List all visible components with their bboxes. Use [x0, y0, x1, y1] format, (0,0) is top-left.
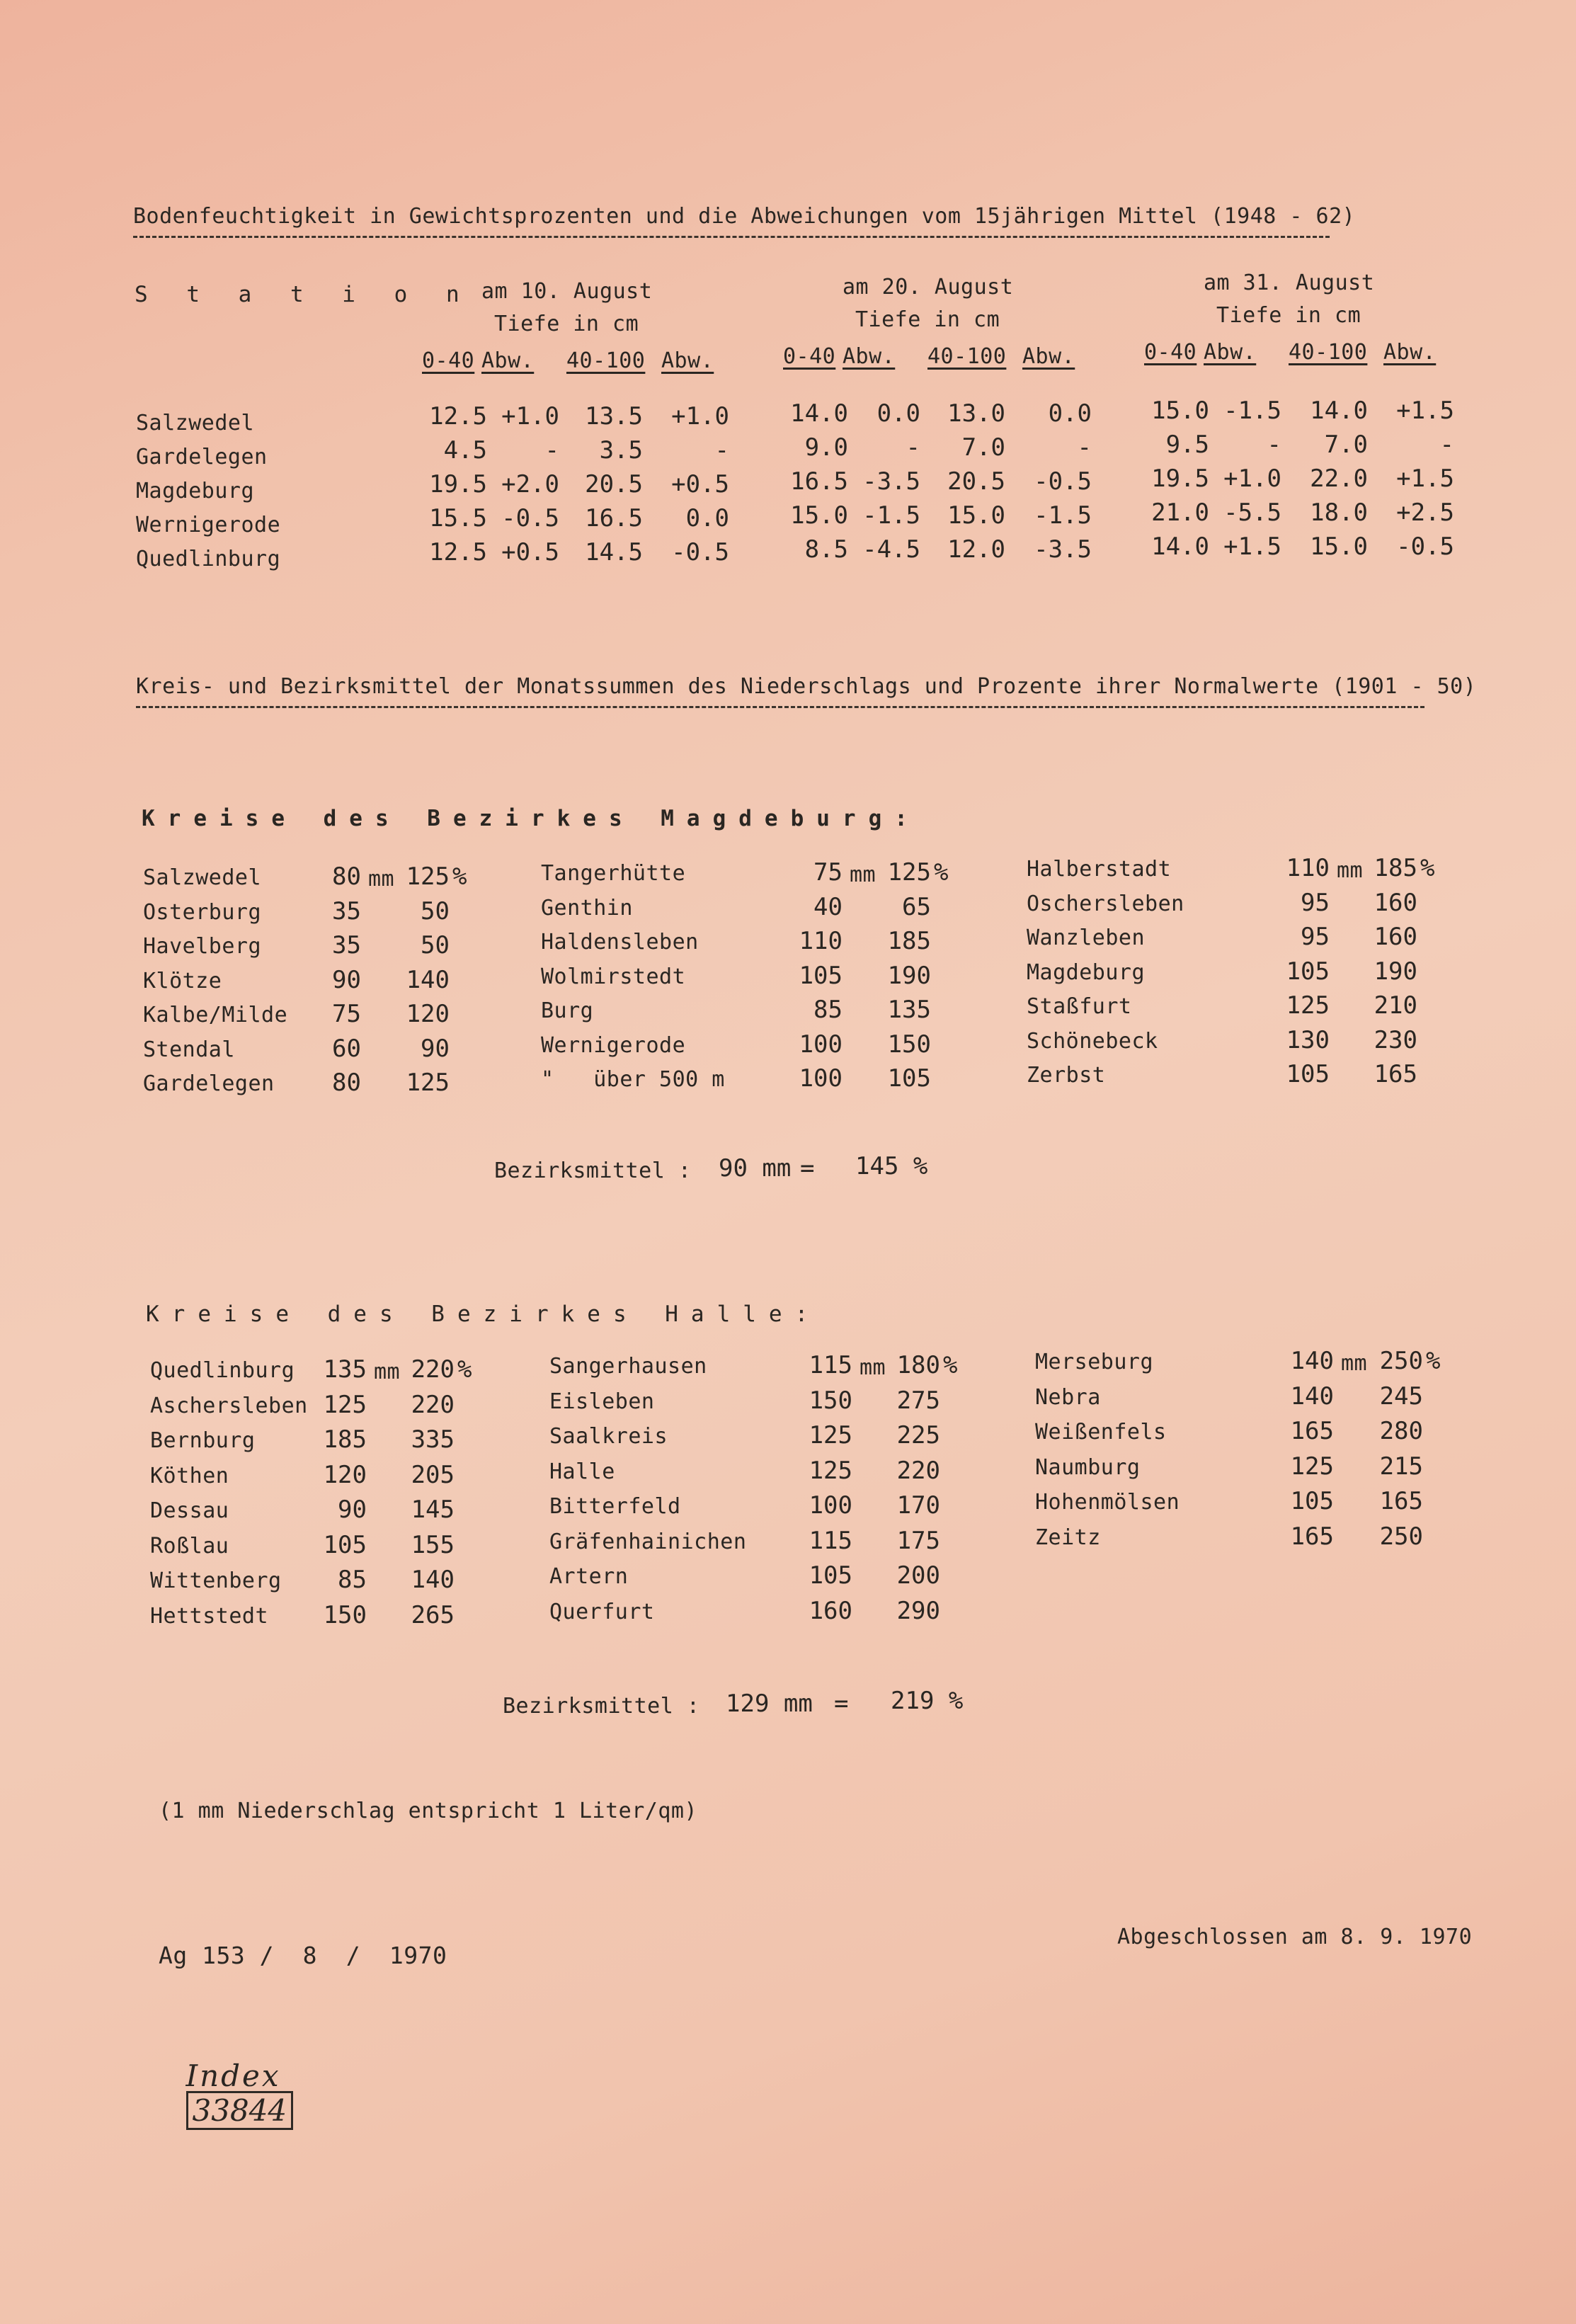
station-name: Quedlinburg [136, 547, 281, 571]
soil-value: 18.0 [1310, 499, 1368, 527]
district-mm: 125 [809, 1421, 852, 1449]
district-mm: 100 [809, 1491, 852, 1520]
district-pct: 190 [887, 961, 931, 990]
soil-value: 14.0 [1310, 397, 1368, 425]
district-mm: 115 [809, 1351, 852, 1379]
depth-header: Tiefe in cm [855, 307, 1000, 332]
soil-value: +2.0 [501, 470, 559, 499]
district-pct: 180 [896, 1351, 940, 1379]
soil-value: -5.5 [1223, 499, 1281, 527]
soil-value: 12.0 [947, 535, 1005, 564]
district-name: Wernigerode [541, 1032, 686, 1058]
footnote: (1 mm Niederschlag entspricht 1 Liter/qm) [159, 1799, 698, 1823]
district-name: Tangerhütte [541, 861, 686, 886]
district-name: Hohenmölsen [1035, 1490, 1180, 1515]
depth-column-header: 0-40 [422, 348, 475, 373]
district-pct: 135 [887, 996, 931, 1024]
district-name: Klötze [143, 968, 222, 993]
soil-value: -0.5 [671, 538, 729, 566]
halle-mean-pct: 219 % [891, 1687, 964, 1715]
district-pct: 155 [411, 1530, 455, 1559]
soil-value: 19.5 [1151, 465, 1209, 493]
district-pct: 165 [1374, 1060, 1417, 1088]
district-pct: 150 [887, 1030, 931, 1059]
district-name: Querfurt [549, 1599, 655, 1624]
soil-value: 16.5 [585, 504, 643, 532]
index-stamp [159, 2045, 293, 2141]
soil-value: 0.0 [876, 399, 920, 428]
depth-column-header: 40-100 [566, 348, 646, 373]
soil-value: -0.5 [1396, 532, 1454, 561]
soil-value: +0.5 [671, 470, 729, 499]
soil-value: 12.5 [429, 538, 487, 566]
district-mm: 85 [813, 996, 843, 1024]
district-mm: 95 [1301, 923, 1330, 951]
district-name: Wittenberg [150, 1568, 282, 1593]
mm-unit: mm [368, 867, 395, 892]
index-label: Index [185, 2058, 281, 2093]
district-pct: 220 [411, 1355, 455, 1384]
soil-value: 13.0 [947, 399, 1005, 428]
district-name: Roßlau [150, 1533, 229, 1559]
district-mm: 75 [813, 858, 843, 887]
soil-value: 13.5 [585, 402, 643, 431]
soil-value: 4.5 [443, 436, 487, 465]
soil-value: - [1439, 431, 1454, 459]
depth-column-header: Abw. [1204, 340, 1257, 365]
soil-value: 16.5 [790, 467, 848, 496]
depth-column-header: 0-40 [1144, 340, 1197, 365]
district-pct: 265 [411, 1600, 455, 1629]
soil-value: +1.0 [1223, 465, 1281, 493]
mm-unit: mm [850, 862, 876, 887]
district-name: Wanzleben [1027, 925, 1146, 950]
district-name: Dessau [150, 1498, 229, 1523]
depth-column-header: Abw. [481, 348, 535, 373]
mm-unit: mm [374, 1360, 401, 1384]
soil-value: 15.0 [790, 501, 848, 530]
magdeburg-mean-equals: = [800, 1154, 815, 1183]
station-name: Magdeburg [136, 479, 255, 503]
district-pct: 190 [1374, 957, 1417, 986]
soil-value: 19.5 [429, 470, 487, 499]
magdeburg-mean-label: Bezirksmittel : [494, 1158, 692, 1183]
mm-unit: mm [1337, 858, 1364, 883]
reference-number: Ag 153 / 8 / 1970 [159, 1942, 447, 1969]
station-name: Gardelegen [136, 445, 268, 469]
halle-heading: Kreise des Bezirkes Halle: [146, 1301, 821, 1327]
district-mm: 80 [332, 862, 361, 891]
soil-value: - [1267, 431, 1281, 459]
district-pct: 210 [1374, 991, 1417, 1020]
district-name: Köthen [150, 1463, 229, 1488]
district-mm: 35 [332, 931, 361, 959]
soil-value: -3.5 [862, 467, 920, 496]
soil-value: +1.0 [671, 402, 729, 431]
district-mm: 110 [799, 927, 843, 955]
district-mm: 140 [1290, 1347, 1334, 1375]
district-mm: 105 [1286, 1060, 1330, 1088]
soil-value: - [544, 436, 559, 465]
district-name: Sangerhausen [549, 1354, 707, 1379]
district-mm: 85 [338, 1566, 367, 1594]
pct-unit: % [934, 858, 949, 887]
district-mm: 120 [323, 1460, 367, 1489]
soil-value: -3.5 [1034, 535, 1092, 564]
date-header: am 10. August [481, 279, 653, 304]
district-name: Naumburg [1035, 1454, 1141, 1480]
district-name: Havelberg [143, 934, 262, 959]
date-header: am 31. August [1204, 270, 1375, 295]
district-pct: 90 [421, 1034, 450, 1063]
soil-value: 14.0 [1151, 532, 1209, 561]
district-mm: 185 [323, 1425, 367, 1454]
soil-value: 12.5 [429, 402, 487, 431]
district-mm: 105 [1290, 1487, 1334, 1515]
district-mm: 75 [332, 1000, 361, 1028]
district-mm: 95 [1301, 888, 1330, 917]
soil-value: -0.5 [501, 504, 559, 532]
soil-value: -1.5 [1223, 397, 1281, 425]
district-pct: 290 [896, 1596, 940, 1625]
depth-column-header: Abw. [1383, 340, 1437, 365]
pct-unit: % [943, 1351, 958, 1379]
district-name: Merseburg [1035, 1350, 1154, 1374]
district-name: Gardelegen [143, 1071, 275, 1096]
district-pct: 165 [1379, 1487, 1423, 1515]
district-name: Genthin [541, 895, 633, 921]
district-name: Artern [549, 1564, 629, 1589]
district-pct: 160 [1374, 923, 1417, 951]
district-pct: 145 [411, 1496, 455, 1524]
district-name: Staßfurt [1027, 994, 1132, 1019]
district-pct: 175 [896, 1526, 940, 1555]
district-pct: 185 [1374, 854, 1417, 882]
district-name: Magdeburg [1027, 959, 1146, 985]
district-name: Oschersleben [1027, 891, 1184, 916]
district-name: Halberstadt [1027, 857, 1172, 882]
halle-mean-label: Bezirksmittel : [503, 1694, 700, 1719]
district-pct: 120 [406, 1000, 450, 1028]
district-name: Wolmirstedt [541, 964, 686, 989]
soil-value: -1.5 [862, 501, 920, 530]
district-name: Saalkreis [549, 1424, 668, 1449]
district-pct: 220 [896, 1456, 940, 1485]
district-mm: 105 [799, 961, 843, 990]
district-name: Haldensleben [541, 930, 699, 955]
district-pct: 50 [421, 896, 450, 925]
district-name: Quedlinburg [150, 1358, 295, 1383]
depth-header: Tiefe in cm [494, 312, 639, 336]
district-name: Stendal [143, 1037, 235, 1062]
pct-unit: % [1426, 1347, 1441, 1375]
district-name: Zerbst [1027, 1063, 1106, 1088]
depth-header: Tiefe in cm [1216, 303, 1361, 328]
date-header: am 20. August [843, 275, 1014, 300]
depth-column-header: Abw. [661, 348, 714, 373]
soil-value: 15.0 [1151, 397, 1209, 425]
soil-value: -0.5 [1034, 467, 1092, 496]
precipitation-title: Kreis- und Bezirksmittel der Monatssummen des Niederschlags und Prozente ihrer Normalwerte (1901 - 50) [136, 674, 1424, 708]
district-pct: 335 [411, 1425, 455, 1454]
district-mm: 35 [332, 896, 361, 925]
station-name: Salzwedel [136, 411, 255, 435]
district-mm: 115 [809, 1526, 852, 1555]
soil-value: 15.0 [1310, 532, 1368, 561]
district-mm: 40 [813, 892, 843, 921]
district-mm: 125 [323, 1390, 367, 1419]
soil-value: 14.5 [585, 538, 643, 566]
magdeburg-mean-pct: 145 % [855, 1152, 928, 1180]
district-name: Osterburg [143, 899, 262, 925]
district-name: Eisleben [549, 1389, 655, 1414]
district-mm: 100 [799, 1064, 843, 1093]
district-mm: 165 [1290, 1417, 1334, 1445]
district-mm: 105 [1286, 957, 1330, 986]
soil-moisture-title: Bodenfeuchtigkeit in Gewichtsprozenten und die Abweichungen vom 15jährigen Mittel (1948 - 62) [133, 204, 1330, 238]
soil-value: - [1077, 433, 1092, 462]
district-pct: 185 [887, 927, 931, 955]
district-mm: 135 [323, 1355, 367, 1384]
district-pct: 280 [1379, 1417, 1423, 1445]
soil-value: 15.0 [947, 501, 1005, 530]
district-mm: 60 [332, 1034, 361, 1063]
halle-mean-mm: 129 mm [726, 1690, 813, 1718]
district-pct: 230 [1374, 1025, 1417, 1054]
district-mm: 150 [323, 1600, 367, 1629]
pct-unit: % [457, 1355, 472, 1384]
soil-value: +1.5 [1396, 397, 1454, 425]
district-mm: 160 [809, 1596, 852, 1625]
district-mm: 90 [338, 1496, 367, 1524]
district-name: Gräfenhainichen [549, 1529, 747, 1554]
district-mm: 125 [1290, 1452, 1334, 1481]
soil-value: -4.5 [862, 535, 920, 564]
district-name: Aschersleben [150, 1393, 308, 1418]
soil-value: 3.5 [599, 436, 643, 465]
district-pct: 225 [896, 1421, 940, 1449]
halle-mean-equals: = [834, 1690, 849, 1718]
district-pct: 65 [902, 892, 931, 921]
soil-value: 9.0 [804, 433, 848, 462]
district-pct: 215 [1379, 1452, 1423, 1481]
magdeburg-heading: Kreise des Bezirkes Magdeburg: [142, 806, 920, 831]
district-mm: 125 [1286, 991, 1330, 1020]
station-header: S t a t i o n [135, 282, 472, 307]
mm-unit: mm [1341, 1351, 1368, 1376]
soil-value: +0.5 [501, 538, 559, 566]
soil-value: 20.5 [585, 470, 643, 499]
mm-unit: mm [860, 1355, 886, 1380]
district-pct: 50 [421, 931, 450, 959]
soil-value: +2.5 [1396, 499, 1454, 527]
district-mm: 140 [1290, 1382, 1334, 1411]
soil-value: 15.5 [429, 504, 487, 532]
district-pct: 160 [1374, 888, 1417, 917]
district-name: Burg [541, 998, 594, 1023]
depth-column-header: Abw. [843, 344, 896, 369]
district-pct: 220 [411, 1390, 455, 1419]
district-mm: 100 [799, 1030, 843, 1059]
magdeburg-mean-mm: 90 mm [719, 1154, 792, 1183]
soil-value: 20.5 [947, 467, 1005, 496]
depth-column-header: 40-100 [1289, 340, 1368, 365]
pct-unit: % [452, 862, 467, 891]
district-pct: 140 [406, 965, 450, 994]
soil-value: +1.5 [1396, 465, 1454, 493]
district-pct: 125 [406, 1069, 450, 1097]
district-name: Hettstedt [150, 1603, 269, 1629]
depth-column-header: 0-40 [783, 344, 836, 369]
district-name: " über 500 m [541, 1067, 725, 1092]
district-name: Halle [549, 1459, 615, 1484]
soil-value: +1.0 [501, 402, 559, 431]
district-name: Bitterfeld [549, 1494, 681, 1519]
district-pct: 205 [411, 1460, 455, 1489]
soil-value: 7.0 [961, 433, 1005, 462]
depth-column-header: 40-100 [927, 344, 1007, 369]
index-number: 33844 [186, 2091, 294, 2130]
soil-value: 8.5 [804, 535, 848, 564]
district-name: Weißenfels [1035, 1420, 1167, 1445]
station-name: Wernigerode [136, 513, 281, 537]
district-mm: 80 [332, 1069, 361, 1097]
district-mm: 125 [809, 1456, 852, 1485]
district-mm: 90 [332, 965, 361, 994]
district-pct: 170 [896, 1491, 940, 1520]
district-pct: 140 [411, 1566, 455, 1594]
soil-value: +1.5 [1223, 532, 1281, 561]
district-name: Salzwedel [143, 865, 262, 890]
district-mm: 105 [323, 1530, 367, 1559]
soil-value: - [906, 433, 920, 462]
district-pct: 200 [896, 1561, 940, 1590]
district-pct: 250 [1379, 1347, 1423, 1375]
district-pct: 105 [887, 1064, 931, 1093]
soil-value: 14.0 [790, 399, 848, 428]
district-name: Schönebeck [1027, 1028, 1158, 1054]
depth-column-header: Abw. [1022, 344, 1075, 369]
district-name: Zeitz [1035, 1525, 1101, 1550]
district-pct: 250 [1379, 1522, 1423, 1551]
closing-date: Abgeschlossen am 8. 9. 1970 [1117, 1925, 1473, 1949]
soil-value: - [714, 436, 729, 465]
district-name: Kalbe/Milde [143, 1003, 288, 1027]
district-mm: 130 [1286, 1025, 1330, 1054]
district-pct: 275 [896, 1386, 940, 1415]
district-pct: 125 [406, 862, 450, 891]
district-pct: 125 [887, 858, 931, 887]
soil-value: 9.5 [1165, 431, 1209, 459]
pct-unit: % [1420, 854, 1435, 882]
district-mm: 165 [1290, 1522, 1334, 1551]
district-name: Bernburg [150, 1428, 256, 1453]
district-name: Nebra [1035, 1384, 1101, 1410]
soil-value: 7.0 [1324, 431, 1368, 459]
district-mm: 150 [809, 1386, 852, 1415]
district-mm: 105 [809, 1561, 852, 1590]
soil-value: 22.0 [1310, 465, 1368, 493]
district-mm: 110 [1286, 854, 1330, 882]
soil-value: -1.5 [1034, 501, 1092, 530]
soil-value: 21.0 [1151, 499, 1209, 527]
soil-value: 0.0 [685, 504, 729, 532]
soil-value: 0.0 [1048, 399, 1092, 428]
district-pct: 245 [1379, 1382, 1423, 1411]
